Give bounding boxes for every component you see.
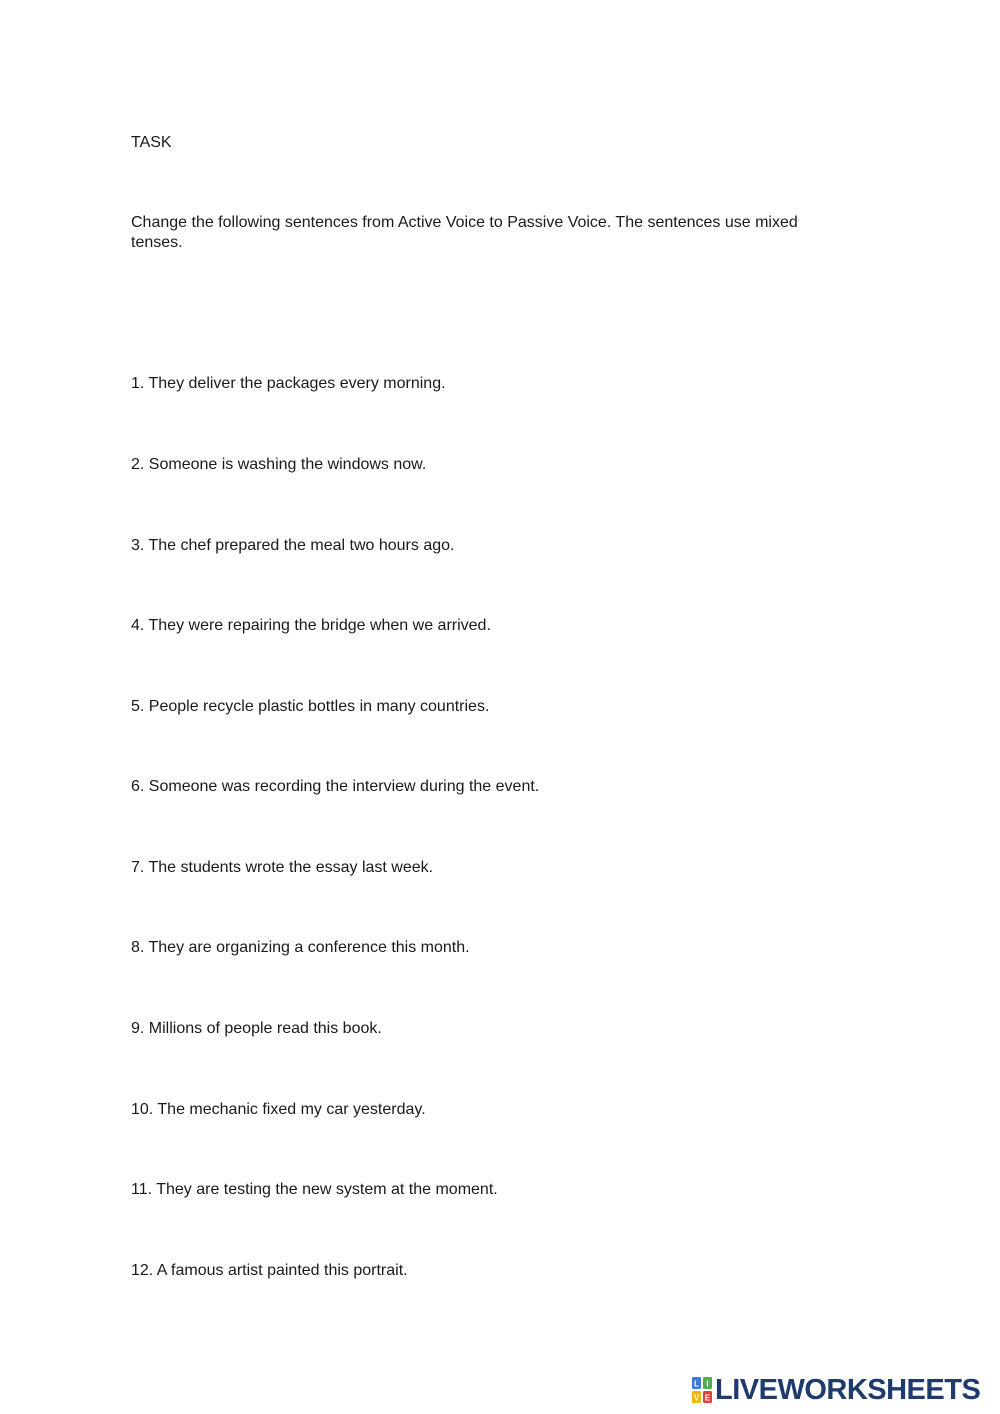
svg-text:E: E (704, 1393, 711, 1403)
sentence-item-10: 10. The mechanic fixed my car yesterday. (131, 1101, 426, 1118)
sentence-item-6: 6. Someone was recording the interview during the event. (131, 778, 540, 795)
liveworksheets-logo-icon (692, 1377, 712, 1403)
svg-text:L: L (694, 1379, 699, 1389)
sentence-item-12: 12. A famous artist painted this portrait. (131, 1262, 408, 1279)
sentence-item-2: 2. Someone is washing the windows now. (131, 456, 427, 473)
sentence-item-7: 7. The students wrote the essay last week. (131, 859, 434, 876)
sentence-item-5: 5. People recycle plastic bottles in many countries. (131, 698, 490, 715)
sentence-item-3: 3. The chef prepared the meal two hours ago. (131, 537, 455, 554)
sentence-item-4: 4. They were repairing the bridge when we arrived. (131, 617, 491, 634)
task-heading: TASK (131, 134, 172, 151)
sentence-item-9: 9. Millions of people read this book. (131, 1020, 382, 1037)
sentence-item-8: 8. They are organizing a conference this month. (131, 939, 470, 956)
task-instructions: Change the following sentences from Active Voice to Passive Voice. The sentences use mixed tenses. (131, 214, 798, 251)
svg-text:I: I (706, 1379, 709, 1389)
sentence-item-1: 1. They deliver the packages every morning. (131, 375, 446, 392)
liveworksheets-wordmark: LIVEWORKSHEETS (715, 1374, 981, 1406)
svg-text:V: V (693, 1393, 700, 1403)
sentence-item-11: 11. They are testing the new system at the moment. (131, 1181, 498, 1198)
liveworksheets-branding (692, 1375, 980, 1405)
